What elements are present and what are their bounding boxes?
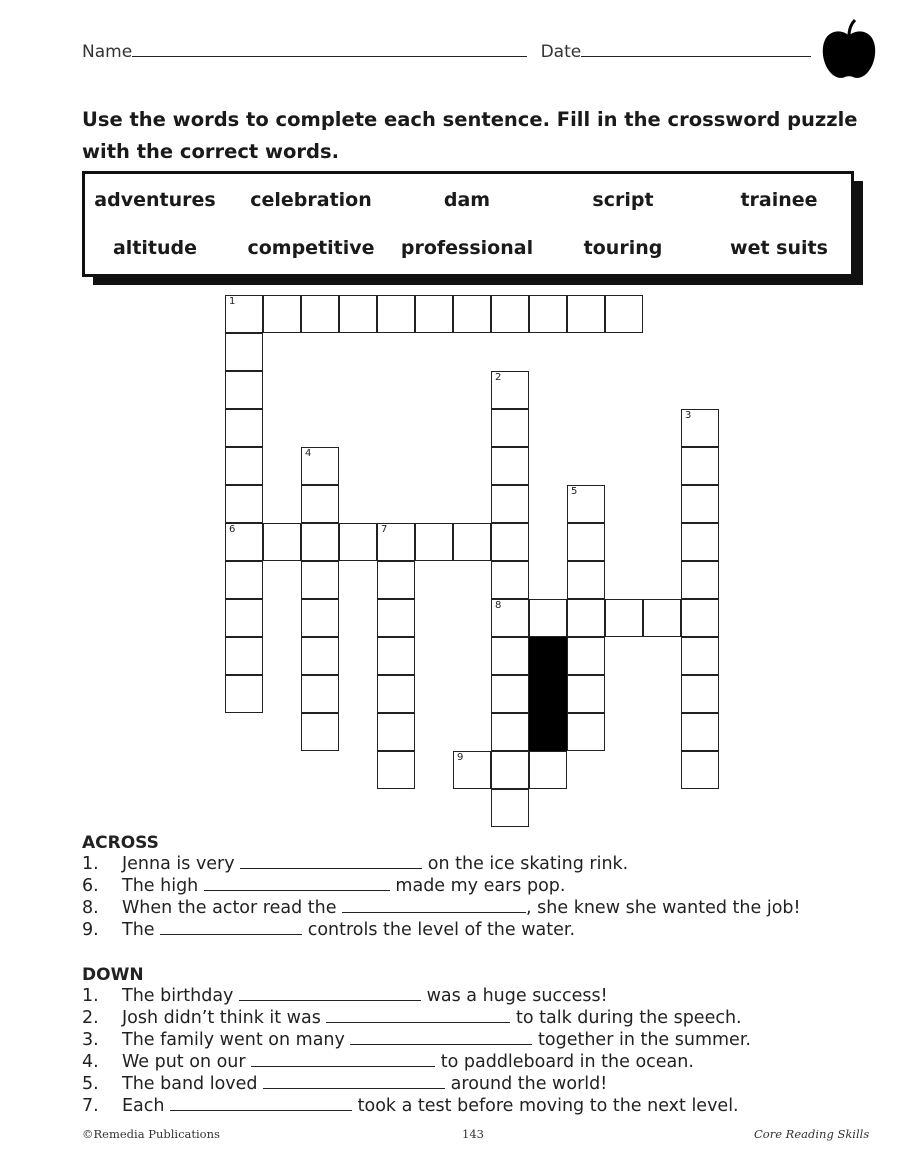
crossword-cell[interactable] [225,333,263,371]
clue-text: on the ice skating rink. [427,854,629,874]
clue-text: around the world! [450,1074,608,1094]
crossword-cell[interactable] [453,523,491,561]
clue-number: 8. [82,898,99,918]
crossword-cell[interactable] [491,409,529,447]
crossword-cell[interactable] [681,599,719,637]
answer-blank[interactable] [160,920,302,935]
word-bank [82,171,854,277]
name-line[interactable] [132,40,527,57]
footer-page-number: 143 [462,1127,484,1141]
crossword-cell[interactable] [301,599,339,637]
word-bank-item: script [592,189,654,211]
word-bank-item: competitive [247,237,375,259]
crossword-cell[interactable] [567,295,605,333]
answer-blank[interactable] [263,1074,445,1089]
crossword-cell[interactable] [567,599,605,637]
answer-blank[interactable] [342,898,526,913]
crossword-cell[interactable] [225,599,263,637]
clue-number: 7. [82,1096,99,1116]
clue-number-label: 8 [495,600,502,611]
clue-number: 2. [82,1008,99,1028]
crossword-cell[interactable] [681,485,719,523]
crossword-cell[interactable] [491,637,529,675]
crossword-cell[interactable] [339,523,377,561]
crossword-cell[interactable] [529,295,567,333]
clue-text: The birthday [122,986,234,1006]
clue-text: was a huge success! [426,986,608,1006]
crossword-cell[interactable] [415,295,453,333]
crossword-cell[interactable] [377,561,415,599]
clue-text: Josh didn’t think it was [122,1008,321,1028]
crossword-cell[interactable] [491,523,529,561]
clue-across-1 [82,854,801,876]
crossword-cell[interactable] [491,485,529,523]
crossword-cell[interactable] [567,485,605,523]
crossword-cell[interactable] [377,523,415,561]
clue-text: took a test before moving to the next level. [357,1096,739,1116]
clue-number: 1. [82,854,99,874]
crossword-cell[interactable] [681,523,719,561]
crossword-cell[interactable] [301,447,339,485]
crossword-cell[interactable] [605,295,643,333]
crossword-cell[interactable] [491,599,529,637]
crossword-cell[interactable] [529,751,567,789]
clue-text: , she knew she wanted the job! [526,898,801,918]
instructions: Use the words to complete each sentence. Fill in the crossword puzzle with the correct words. [82,108,858,163]
crossword-cell[interactable] [567,713,605,751]
blocked-cell [529,637,567,751]
clue-text: When the actor read the [122,898,337,918]
clue-down-3 [82,1030,751,1052]
clue-number-label: 2 [495,372,502,383]
crossword-cell[interactable] [681,409,719,447]
word-bank-item: celebration [250,189,372,211]
word-bank-item: altitude [112,237,198,259]
date-label: Date [540,42,582,62]
clue-text: made my ears pop. [395,876,566,896]
clue-down-5 [82,1074,751,1096]
clue-down-4 [82,1052,751,1074]
answer-blank[interactable] [239,986,421,1001]
crossword-cell[interactable] [567,637,605,675]
clue-text: We put on our [122,1052,246,1072]
name-label: Name [82,42,133,62]
word-bank-item: touring [583,237,663,259]
answer-blank[interactable] [240,854,422,869]
clue-text: to paddleboard in the ocean. [440,1052,694,1072]
clue-text: The [122,920,155,940]
footer-book-title: Core Reading Skills [754,1127,870,1141]
crossword-cell[interactable] [491,371,529,409]
crossword-cell[interactable] [377,675,415,713]
across-heading: ACROSS [82,833,159,853]
clue-across-9 [82,920,801,942]
clue-number-label: 7 [381,524,388,535]
crossword-cell[interactable] [681,447,719,485]
clue-number-label: 3 [685,410,692,421]
clue-text: Jenna is very [122,854,235,874]
name-date-header [82,40,811,62]
answer-blank[interactable] [204,876,390,891]
crossword-cell[interactable] [681,751,719,789]
clue-number-label: 6 [229,524,236,535]
clue-text: together in the summer. [538,1030,751,1050]
crossword-cell[interactable] [681,637,719,675]
clue-number: 9. [82,920,99,940]
clue-across-8 [82,898,801,920]
word-bank-item: trainee [740,189,818,211]
crossword-cell[interactable] [301,523,339,561]
crossword-cell[interactable] [529,599,567,637]
clue-number: 4. [82,1052,99,1072]
down-heading: DOWN [82,965,144,985]
crossword-cell[interactable] [225,295,263,333]
crossword-cell[interactable] [263,295,301,333]
clue-text: The family went on many [122,1030,345,1050]
crossword-cell[interactable] [377,599,415,637]
clue-down-1 [82,986,751,1008]
apple-icon [820,18,878,80]
crossword-cell[interactable] [491,295,529,333]
crossword-cell[interactable] [301,295,339,333]
crossword-cell[interactable] [491,675,529,713]
crossword-cell[interactable] [225,675,263,713]
crossword-cell[interactable] [491,561,529,599]
clue-number: 6. [82,876,99,896]
crossword-cell[interactable] [567,675,605,713]
word-bank-item: professional [400,237,534,259]
crossword-cell[interactable] [567,561,605,599]
clue-text: Each [122,1096,165,1116]
clue-number: 5. [82,1074,99,1094]
crossword-cell[interactable] [453,295,491,333]
crossword-cell[interactable] [567,523,605,561]
crossword-cell[interactable] [377,713,415,751]
crossword-cell[interactable] [225,447,263,485]
date-line[interactable] [581,40,811,57]
crossword-cell[interactable] [225,523,263,561]
across-clues [82,854,801,942]
word-bank-item: wet suits [730,237,828,259]
crossword-cell[interactable] [301,713,339,751]
answer-blank[interactable] [251,1052,435,1067]
crossword-cell[interactable] [605,599,643,637]
word-bank-item: dam [443,189,491,211]
crossword-cell[interactable] [225,637,263,675]
down-clues [82,986,751,1118]
clue-number-label: 4 [305,448,312,459]
crossword-cell[interactable] [225,561,263,599]
crossword-cell[interactable] [377,637,415,675]
crossword-cell[interactable] [263,523,301,561]
crossword-cell[interactable] [377,295,415,333]
clue-number-label: 5 [571,486,578,497]
answer-blank[interactable] [326,1008,510,1023]
word-bank-item: adventures [94,189,216,211]
clue-down-7 [82,1096,751,1118]
crossword-cell[interactable] [643,599,681,637]
crossword-cell[interactable] [377,751,415,789]
answer-blank[interactable] [350,1030,532,1045]
clue-number-label: 9 [457,752,464,763]
crossword-cell[interactable] [225,485,263,523]
crossword-cell[interactable] [301,675,339,713]
clue-number: 1. [82,986,99,1006]
footer-copyright: ©Remedia Publications [82,1127,220,1141]
clue-down-2 [82,1008,751,1030]
crossword-cell[interactable] [681,713,719,751]
crossword-cell[interactable] [681,675,719,713]
crossword-cell[interactable] [491,447,529,485]
crossword-cell[interactable] [301,485,339,523]
crossword-cell[interactable] [301,561,339,599]
clue-text: to talk during the speech. [516,1008,742,1028]
clue-across-6 [82,876,801,898]
crossword-cell[interactable] [225,371,263,409]
crossword-cell[interactable] [681,561,719,599]
clue-number: 3. [82,1030,99,1050]
crossword-cell[interactable] [225,409,263,447]
crossword-cell[interactable] [491,789,529,827]
crossword-cell[interactable] [339,295,377,333]
crossword-cell[interactable] [491,713,529,751]
answer-blank[interactable] [170,1096,352,1111]
crossword-cell[interactable] [301,637,339,675]
clue-number-label: 1 [229,296,236,307]
crossword-cell[interactable] [415,523,453,561]
clue-text: The band loved [122,1074,258,1094]
clue-text: controls the level of the water. [307,920,576,940]
crossword-cell[interactable] [491,751,529,789]
crossword-cell[interactable] [453,751,491,789]
clue-text: The high [122,876,199,896]
